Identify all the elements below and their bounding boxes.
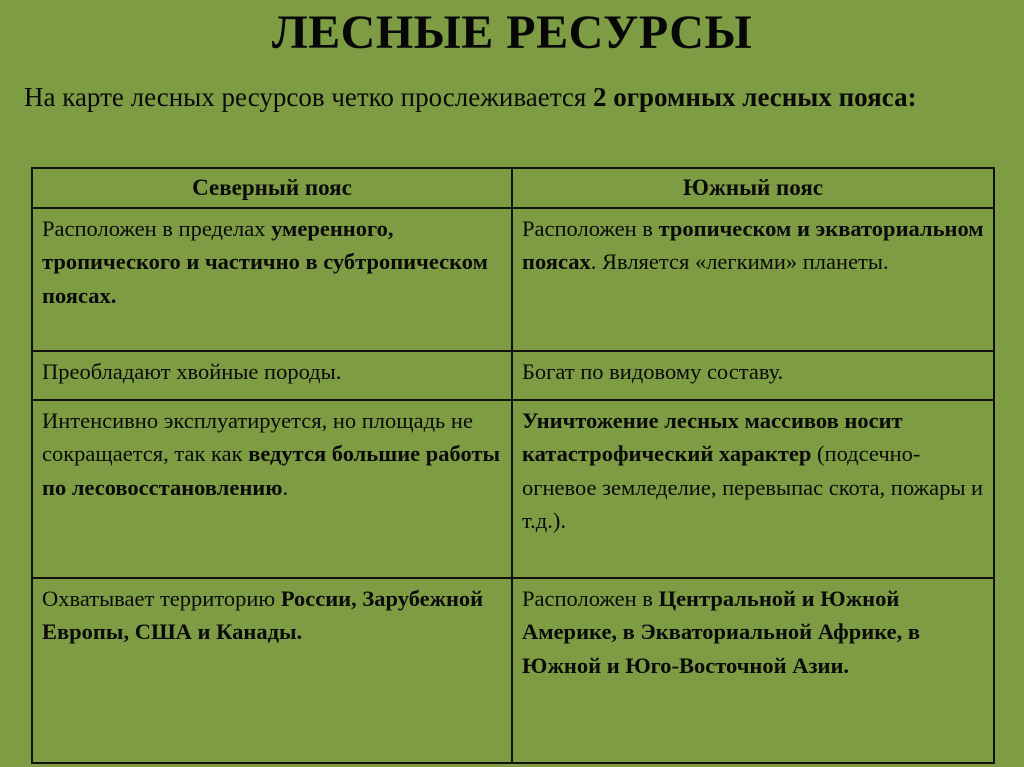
cell-text: [522, 582, 984, 682]
text-bold: Центральной и Южной Америке, в Экваториальной Африке, в Южной и Юго-Восточной Азии.: [522, 586, 920, 678]
text-normal: Интенсивно эксплуатируется, но площадь не сокращается, так как: [42, 408, 473, 467]
cell-south-territory: [512, 578, 994, 763]
belt-comparison-table-wrapper: [31, 167, 993, 764]
cell-text: [42, 212, 502, 312]
cell-south-species: [512, 351, 994, 400]
text-normal: Расположен в: [522, 586, 659, 612]
table-row: [32, 400, 994, 578]
page-title: ЛЕСНЫЕ РЕСУРСЫ: [271, 6, 753, 59]
column-header-south-belt: Южный пояс: [512, 168, 994, 208]
text-normal-2: .: [282, 474, 289, 500]
text-bold: Уничтожение лесных массивов носит катастрофический характер: [522, 408, 903, 467]
cell-north-exploitation: [32, 400, 512, 578]
table-head: [32, 168, 994, 208]
text-bold: России, Зарубежной Европы, США и Канады.: [42, 586, 484, 645]
cell-text: [42, 582, 502, 649]
table-row: [32, 208, 994, 351]
table-header-row: [32, 168, 994, 208]
text-normal: Богат по видовому составу.: [522, 359, 784, 385]
intro-text-normal: На карте лесных ресурсов четко прослеживается: [24, 82, 593, 112]
cell-text: [522, 355, 984, 388]
cell-text: [42, 404, 502, 504]
cell-north-location: [32, 208, 512, 351]
text-normal: Охватывает территорию: [42, 586, 281, 612]
belt-comparison-table: [31, 167, 995, 764]
text-normal: Преобладают хвойные породы.: [42, 359, 342, 385]
text-normal-2: (подсечно-огневое земледелие, перевыпас скота, пожары и т.д.).: [522, 441, 984, 533]
cell-south-location: [512, 208, 994, 351]
cell-north-territory: [32, 578, 512, 763]
table-row: [32, 578, 994, 763]
text-bold: ведутся большие работы по лесовосстановлению: [42, 441, 501, 500]
column-header-north-belt: Северный пояс: [32, 168, 512, 208]
text-bold: тропическом и экваториальном поясах: [522, 216, 984, 275]
table-row: [32, 351, 994, 400]
cell-text: [522, 404, 984, 537]
text-normal-2: . Является «легкими» планеты.: [590, 249, 889, 275]
cell-north-species: [32, 351, 512, 400]
intro-paragraph: [24, 78, 974, 116]
text-normal: Расположен в: [522, 216, 659, 242]
cell-south-exploitation: [512, 400, 994, 578]
cell-text: [42, 355, 502, 388]
table-body: [32, 208, 994, 763]
text-normal: Расположен в пределах: [42, 216, 272, 242]
intro-text-bold: 2 огромных лесных пояса:: [593, 82, 917, 112]
cell-text: [522, 212, 984, 279]
text-bold: умеренного, тропического и частично в субтропическом поясах.: [42, 216, 488, 308]
